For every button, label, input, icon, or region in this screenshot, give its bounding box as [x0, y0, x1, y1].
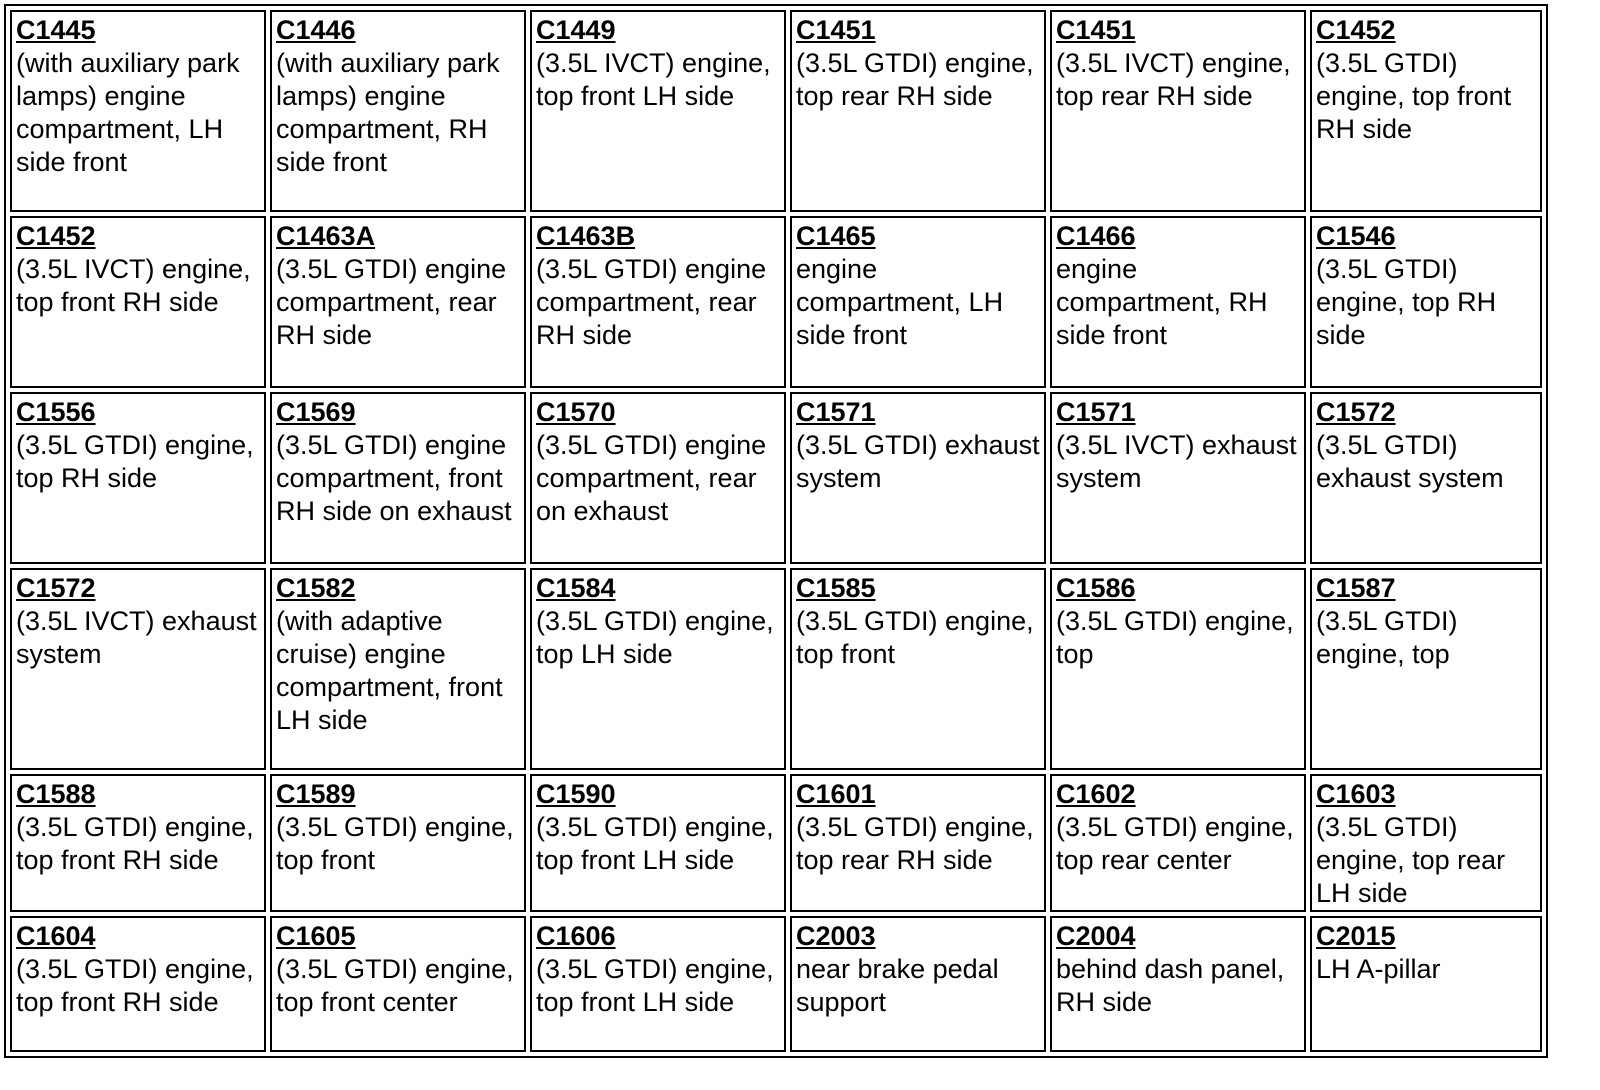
connector-description: engine compartment, LH side front	[796, 254, 1004, 350]
connector-cell	[790, 392, 1046, 564]
connector-code: C1601	[796, 779, 876, 809]
connector-code: C1585	[796, 573, 876, 603]
connector-description: behind dash panel, RH side	[1056, 954, 1285, 1017]
connector-cell	[270, 774, 526, 912]
connector-description: (3.5L GTDI) engine, top	[1316, 606, 1458, 669]
connector-code: C1570	[536, 397, 616, 427]
connector-cell	[1050, 916, 1306, 1052]
connector-cell	[1050, 774, 1306, 912]
connector-cell	[530, 10, 786, 212]
connector-code: C1463A	[276, 221, 376, 251]
connector-description: engine compartment, RH side front	[1056, 254, 1268, 350]
connector-description: (3.5L GTDI) engine, top	[1056, 606, 1294, 669]
connector-code: C1584	[536, 573, 616, 603]
connector-description: (3.5L GTDI) engine, top front	[796, 606, 1034, 669]
connector-cell	[530, 216, 786, 388]
connector-description: (3.5L IVCT) exhaust system	[16, 606, 257, 669]
connector-description: (with auxiliary park lamps) engine compartment, RH side front	[276, 48, 500, 177]
connector-code: C1606	[536, 921, 616, 951]
connector-code: C1572	[16, 573, 96, 603]
connector-cell	[1310, 916, 1542, 1052]
connector-description: (3.5L GTDI) engine, top front LH side	[536, 954, 774, 1017]
connector-code: C1587	[1316, 573, 1396, 603]
connector-description: (3.5L GTDI) engine, top rear center	[1056, 812, 1294, 875]
connector-description: (with auxiliary park lamps) engine compartment, LH side front	[16, 48, 240, 177]
connector-cell	[10, 216, 266, 388]
connector-code: C1571	[796, 397, 876, 427]
connector-code: C1466	[1056, 221, 1136, 251]
connector-cell	[1050, 10, 1306, 212]
connector-cell	[530, 392, 786, 564]
connector-description: LH A-pillar	[1316, 954, 1441, 984]
connector-code: C1546	[1316, 221, 1396, 251]
table-row	[10, 568, 1542, 770]
table-row	[10, 216, 1542, 388]
connector-code: C2015	[1316, 921, 1396, 951]
connector-description: (3.5L GTDI) engine compartment, rear RH side	[276, 254, 507, 350]
connector-code: C1451	[1056, 15, 1136, 45]
connector-cell	[1310, 216, 1542, 388]
table-row	[10, 916, 1542, 1052]
connector-description: (3.5L GTDI) engine, top RH side	[1316, 254, 1497, 350]
connector-cell	[530, 568, 786, 770]
connector-cell	[270, 916, 526, 1052]
connector-code: C1590	[536, 779, 616, 809]
connector-cell	[1050, 392, 1306, 564]
connector-cell	[10, 392, 266, 564]
connector-description: (3.5L GTDI) engine compartment, rear on exhaust	[536, 430, 767, 526]
connector-description: (3.5L GTDI) engine, top front LH side	[536, 812, 774, 875]
connector-description: (3.5L GTDI) engine, top front RH side	[16, 812, 254, 875]
connector-cell	[10, 916, 266, 1052]
connector-cell	[10, 774, 266, 912]
connector-cell	[1310, 568, 1542, 770]
connector-code: C1569	[276, 397, 356, 427]
connector-code: C1604	[16, 921, 96, 951]
connector-description: (3.5L IVCT) exhaust system	[1056, 430, 1297, 493]
connector-code: C1582	[276, 573, 356, 603]
connector-description: (3.5L GTDI) engine compartment, rear RH side	[536, 254, 767, 350]
connector-code: C1451	[796, 15, 876, 45]
connector-cell	[1050, 568, 1306, 770]
connector-code: C1463B	[536, 221, 636, 251]
connector-cell	[1310, 392, 1542, 564]
connector-cell	[530, 916, 786, 1052]
connector-code: C2003	[796, 921, 876, 951]
connector-code: C1465	[796, 221, 876, 251]
connector-code: C1556	[16, 397, 96, 427]
connector-code: C1603	[1316, 779, 1396, 809]
connector-description: (3.5L GTDI) engine, top rear RH side	[796, 48, 1034, 111]
connector-description: (3.5L GTDI) engine compartment, front RH side on exhaust	[276, 430, 512, 526]
connector-code: C1588	[16, 779, 96, 809]
connector-code: C1571	[1056, 397, 1136, 427]
connector-description: (3.5L IVCT) engine, top front RH side	[16, 254, 251, 317]
connector-description: (3.5L GTDI) engine, top RH side	[16, 430, 254, 493]
connector-cell	[530, 774, 786, 912]
connector-cell	[270, 216, 526, 388]
connector-description: (3.5L GTDI) exhaust system	[1316, 430, 1504, 493]
connector-cell	[790, 568, 1046, 770]
connector-code: C1452	[1316, 15, 1396, 45]
connector-code: C1446	[276, 15, 356, 45]
table-row	[10, 10, 1542, 212]
connector-cell	[10, 568, 266, 770]
connector-cell	[270, 392, 526, 564]
connector-description: (3.5L IVCT) engine, top front LH side	[536, 48, 771, 111]
connector-description: (3.5L GTDI) engine, top front center	[276, 954, 514, 1017]
connector-description: near brake pedal support	[796, 954, 999, 1017]
connector-cell	[790, 10, 1046, 212]
connector-cell	[790, 774, 1046, 912]
connector-description: (3.5L GTDI) engine, top front RH side	[1316, 48, 1512, 144]
connector-cell	[1310, 10, 1542, 212]
connector-code: C1605	[276, 921, 356, 951]
connector-description: (3.5L IVCT) engine, top rear RH side	[1056, 48, 1291, 111]
connector-description: (3.5L GTDI) engine, top rear RH side	[796, 812, 1034, 875]
connector-code: C1589	[276, 779, 356, 809]
connector-description: (3.5L GTDI) engine, top front	[276, 812, 514, 875]
connector-code: C1445	[16, 15, 96, 45]
connector-cell	[1050, 216, 1306, 388]
table-row	[10, 392, 1542, 564]
connector-location-table	[4, 4, 1548, 1058]
connector-code: C1449	[536, 15, 616, 45]
connector-cell	[1310, 774, 1542, 912]
connector-cell	[270, 568, 526, 770]
connector-description: (3.5L GTDI) exhaust system	[796, 430, 1040, 493]
connector-description: (3.5L GTDI) engine, top front RH side	[16, 954, 254, 1017]
connector-cell	[790, 216, 1046, 388]
connector-code: C2004	[1056, 921, 1136, 951]
connector-description: (3.5L GTDI) engine, top LH side	[536, 606, 774, 669]
connector-description: (with adaptive cruise) engine compartment, front LH side	[276, 606, 503, 735]
connector-code: C1452	[16, 221, 96, 251]
connector-code: C1586	[1056, 573, 1136, 603]
connector-code: C1602	[1056, 779, 1136, 809]
connector-cell	[10, 10, 266, 212]
table-row	[10, 774, 1542, 912]
connector-cell	[790, 916, 1046, 1052]
connector-description: (3.5L GTDI) engine, top rear LH side	[1316, 812, 1506, 908]
connector-cell	[270, 10, 526, 212]
connector-code: C1572	[1316, 397, 1396, 427]
